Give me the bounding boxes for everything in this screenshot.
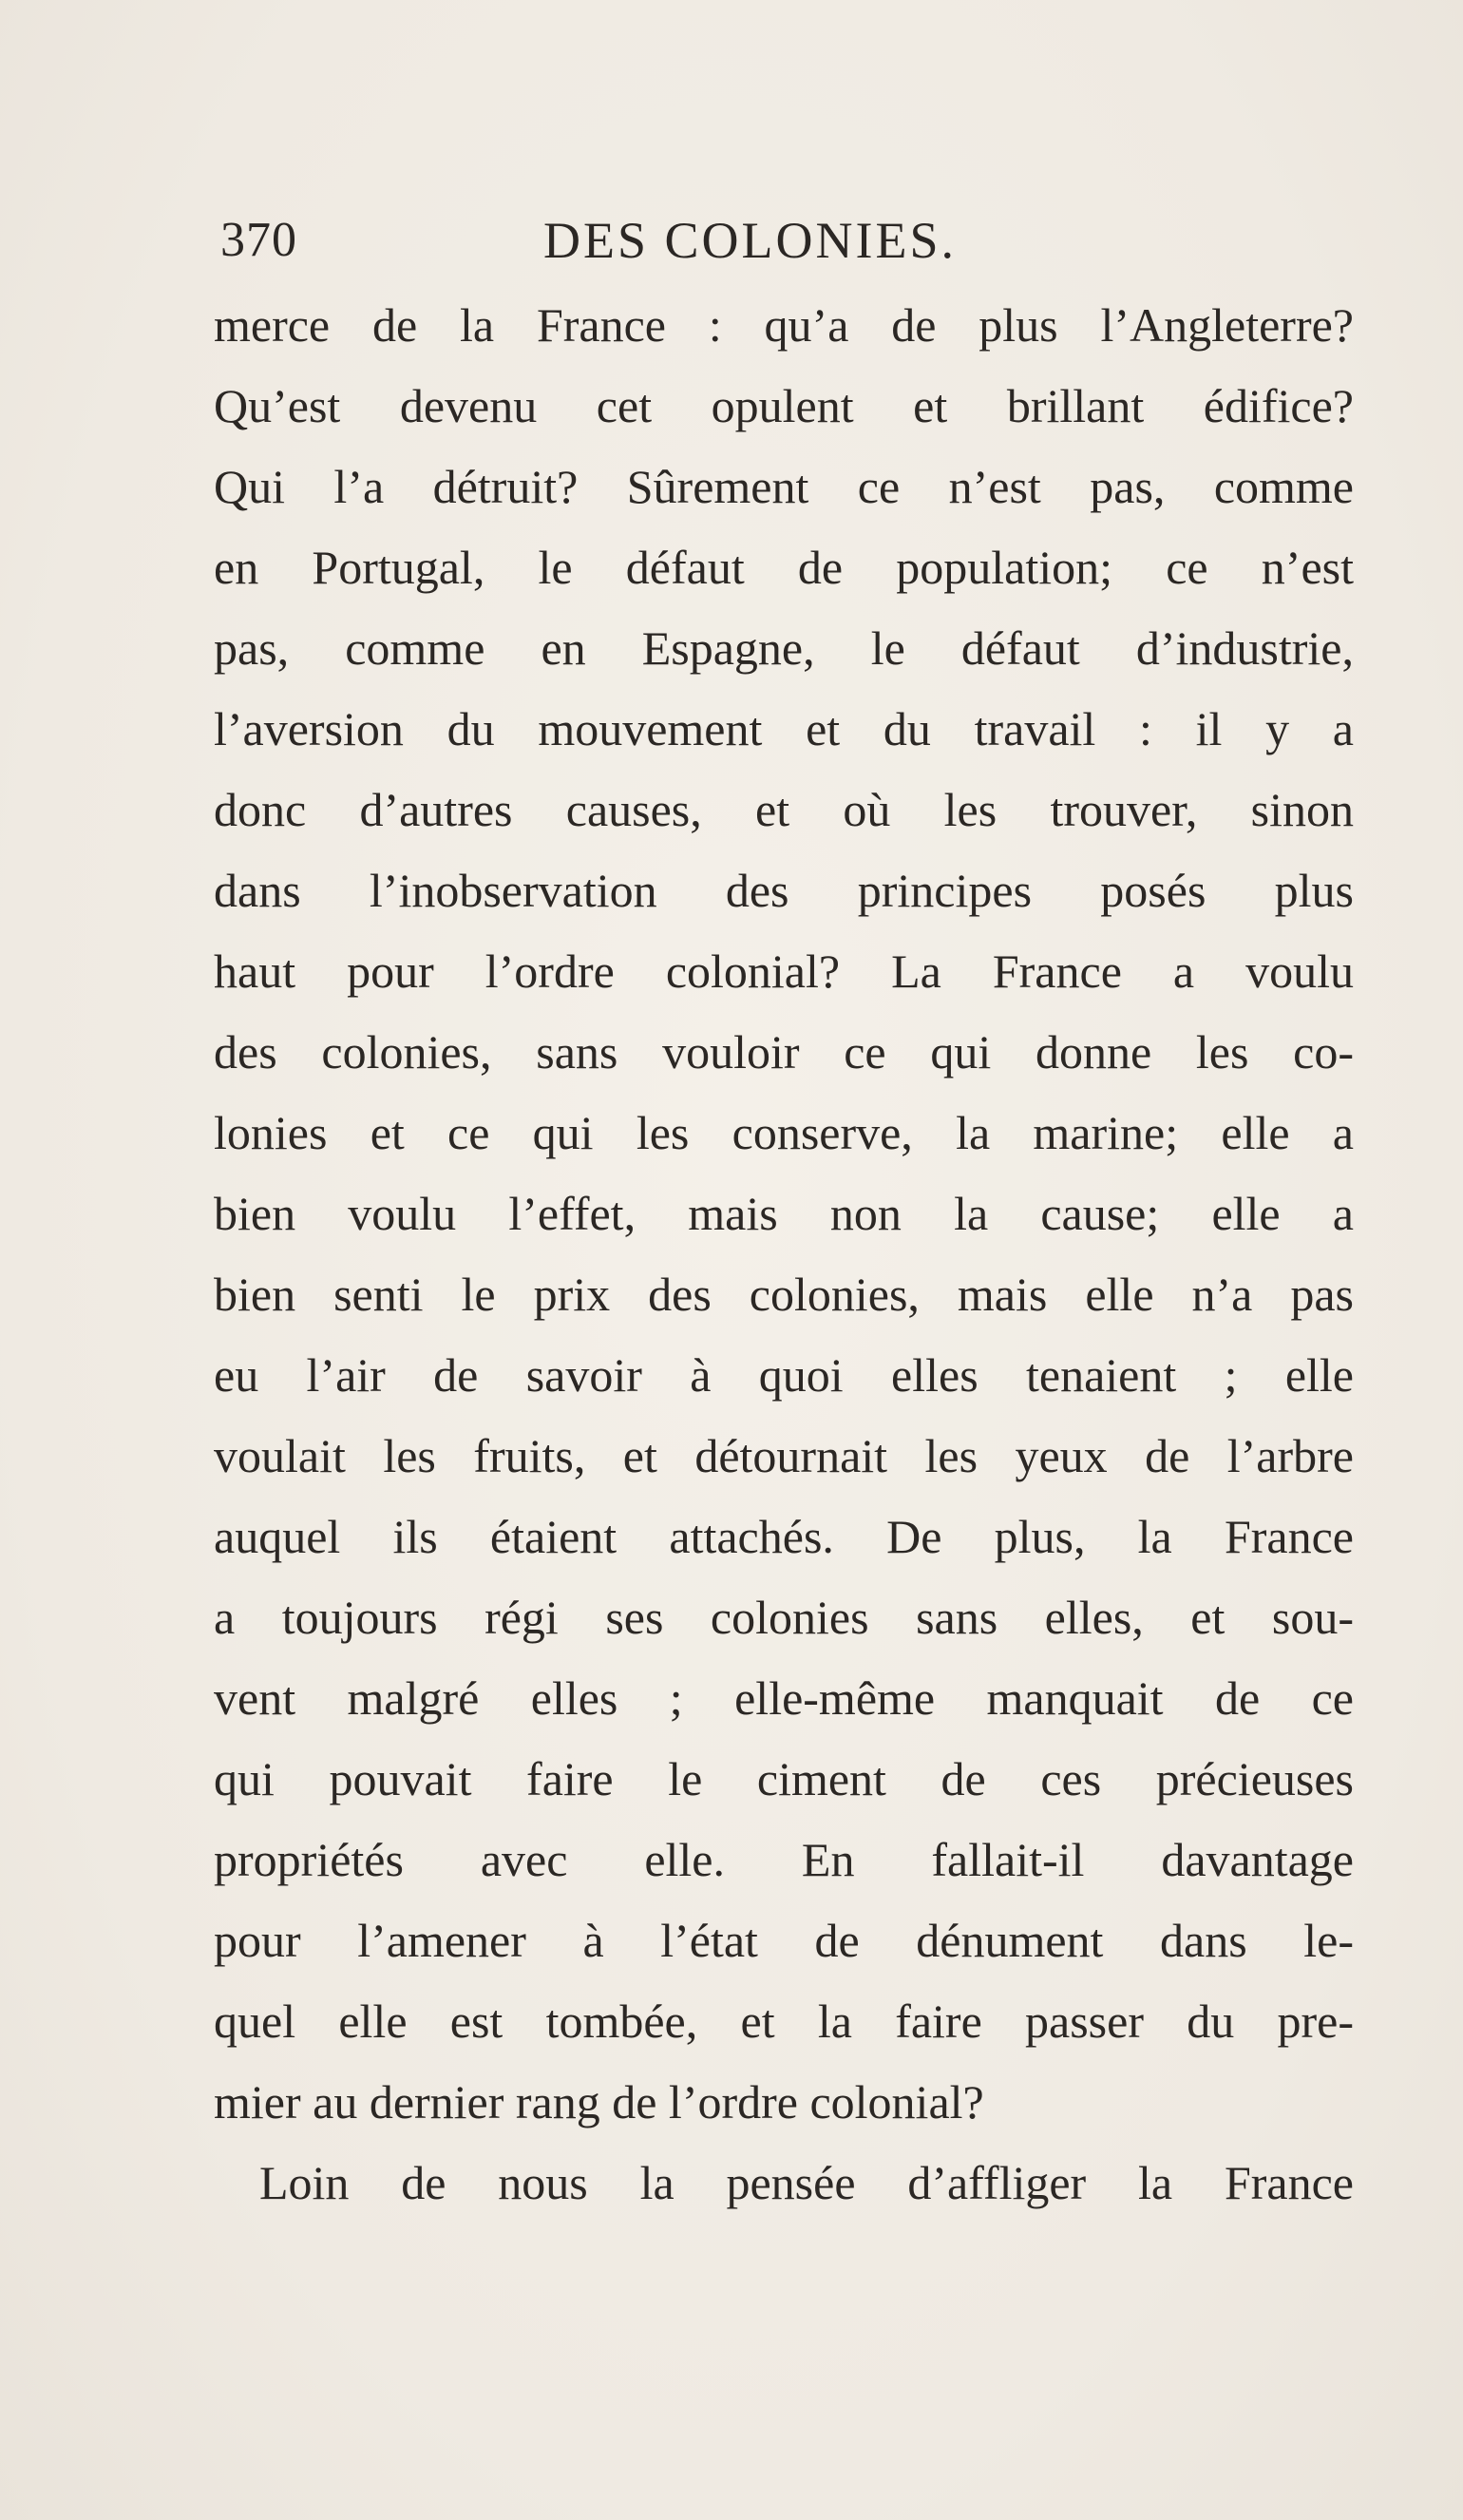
text-line: propriétés avec elle. En fallait-il davantage	[214, 1833, 1354, 1886]
text-line: donc d’autres causes, et où les trouver, sinon	[214, 783, 1354, 836]
body-text	[214, 285, 1354, 2224]
text-line: Qui l’a détruit? Sûrement ce n’est pas, comme	[214, 460, 1354, 513]
text-line: mier au dernier rang de l’ordre colonial?	[214, 2075, 984, 2129]
text-line: bien voulu l’effet, mais non la cause; elle a	[214, 1187, 1354, 1240]
text-line: des colonies, sans vouloir ce qui donne les co-	[214, 1025, 1354, 1079]
text-line: qui pouvait faire le ciment de ces précieuses	[214, 1752, 1354, 1805]
text-line: pas, comme en Espagne, le défaut d’industrie,	[214, 621, 1354, 675]
text-line: merce de la France : qu’a de plus l’Angleterre?	[214, 298, 1354, 352]
text-line: quel elle est tombée, et la faire passer du pre-	[214, 1995, 1354, 2048]
text-line: lonies et ce qui les conserve, la marine; elle a	[214, 1106, 1354, 1159]
text-line: l’aversion du mouvement et du travail : il y a	[214, 702, 1354, 755]
text-line: bien senti le prix des colonies, mais elle n’a pas	[214, 1268, 1354, 1321]
text-line: Qu’est devenu cet opulent et brillant édifice?	[214, 379, 1354, 432]
text-line-paragraph-start: Loin de nous la pensée d’affliger la France	[259, 2156, 1354, 2209]
text-line: vent malgré elles ; elle-même manquait de ce	[214, 1671, 1354, 1725]
page-header	[220, 207, 1360, 274]
text-line: a toujours régi ses colonies sans elles, et sou-	[214, 1591, 1354, 1644]
text-line: eu l’air de savoir à quoi elles tenaient ; elle	[214, 1348, 1354, 1402]
text-line: pour l’amener à l’état de dénument dans le-	[214, 1914, 1354, 1967]
text-line: haut pour l’ordre colonial? La France a voulu	[214, 945, 1354, 998]
running-head: DES COLONIES.	[543, 212, 958, 269]
text-line: dans l’inobservation des principes posés plus	[214, 864, 1354, 917]
text-line: voulait les fruits, et détournait les yeux de l’arbre	[214, 1429, 1354, 1482]
text-line: en Portugal, le défaut de population; ce n’est	[214, 541, 1354, 594]
page-number: 370	[220, 213, 297, 267]
text-line: auquel ils étaient attachés. De plus, la France	[214, 1510, 1354, 1563]
